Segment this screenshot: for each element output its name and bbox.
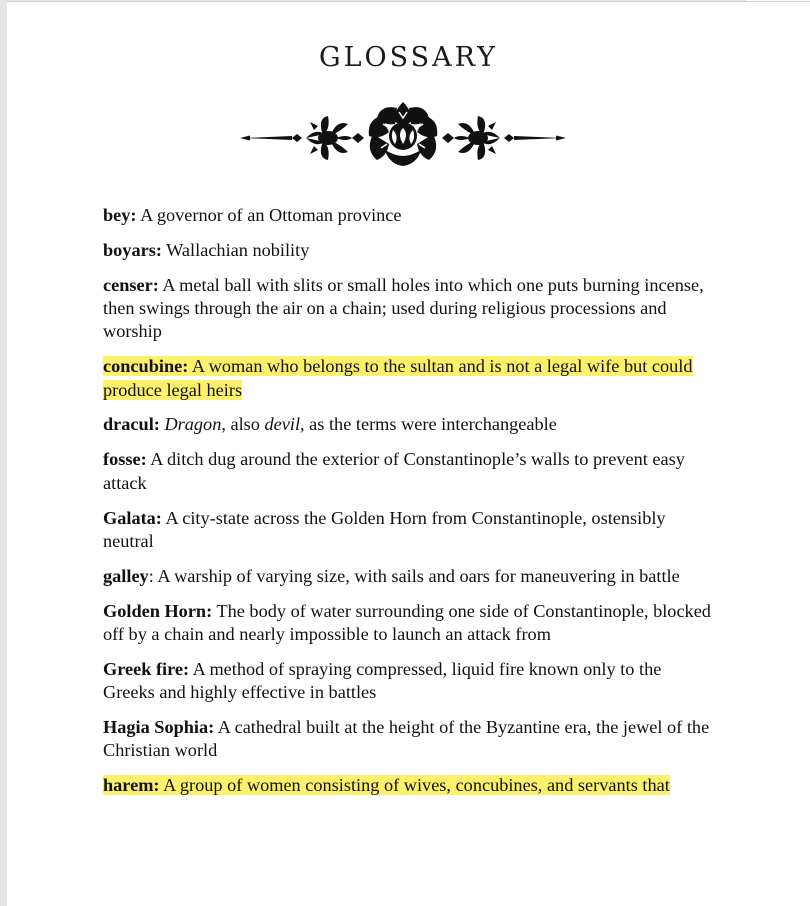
glossary-entry-concubine	[103, 355, 713, 402]
document-page	[7, 1, 810, 906]
definition: A governor of an Ottoman province	[136, 205, 402, 225]
glossary-list	[103, 204, 713, 809]
definition-italic-dragon: Dragon,	[164, 414, 226, 435]
definition: A method of spraying compressed, liquid fire known only to the Greeks and highly effective in battles	[103, 658, 662, 703]
glossary-entry-boyars	[103, 239, 713, 262]
definition-italic-devil: devil,	[264, 414, 305, 435]
term: bey:	[103, 205, 137, 225]
glossary-entry-dracul	[103, 413, 713, 436]
glossary-entry-censer	[103, 274, 713, 344]
glossary-entry-galley	[103, 565, 713, 588]
definition: A cathedral built at the height of the Byzantine era, the jewel of the Christian world	[103, 716, 710, 761]
highlight-annotation[interactable]	[103, 356, 693, 399]
definition: A woman who belongs to the sultan and is not a legal wife but could produce legal heirs	[103, 356, 693, 400]
term: censer:	[103, 274, 159, 295]
glossary-entry-fosse	[103, 448, 713, 495]
term: Galata:	[103, 507, 162, 528]
definition: The body of water surrounding one side of Constantinople, blocked off by a chain and nearly impossible to launch an attack from	[103, 600, 711, 644]
term: boyars:	[103, 239, 162, 260]
glossary-entry-greek-fire	[103, 658, 713, 705]
definition: : A warship of varying size, with sails and oars for maneuvering in battle	[148, 565, 680, 586]
glossary-entry-hagia-sophia	[103, 716, 713, 763]
definition: A metal ball with slits or small holes into which one puts burning incense, then swings through the air on a chain; used during religious processions and worship	[103, 274, 704, 342]
glossary-entry-bey	[103, 204, 713, 227]
definition: A city-state across the Golden Horn from Constantinople, ostensibly neutral	[103, 507, 666, 551]
highlight-annotation[interactable]	[103, 775, 670, 795]
term: Hagia Sophia:	[103, 716, 215, 737]
term: Golden Horn:	[103, 600, 213, 621]
definition: A group of women consisting of wives, concubines, and servants that	[159, 775, 670, 796]
glossary-entry-golden-horn	[103, 600, 713, 647]
term: harem:	[103, 775, 160, 796]
glossary-entry-galata	[103, 507, 713, 554]
definition: also	[225, 414, 265, 435]
definition: as the terms were interchangeable	[304, 414, 557, 435]
term: dracul:	[103, 414, 160, 435]
term: galley	[103, 565, 149, 586]
term: concubine:	[103, 356, 189, 377]
definition: Wallachian nobility	[161, 239, 310, 260]
glossary-entry-harem	[103, 774, 713, 797]
floral-ornament-icon	[240, 100, 566, 170]
term: fosse:	[103, 449, 147, 470]
definition: A ditch dug around the exterior of Constantinople’s walls to prevent easy attack	[103, 449, 685, 493]
page-title: GLOSSARY	[319, 42, 498, 73]
term: Greek fire:	[103, 658, 190, 679]
